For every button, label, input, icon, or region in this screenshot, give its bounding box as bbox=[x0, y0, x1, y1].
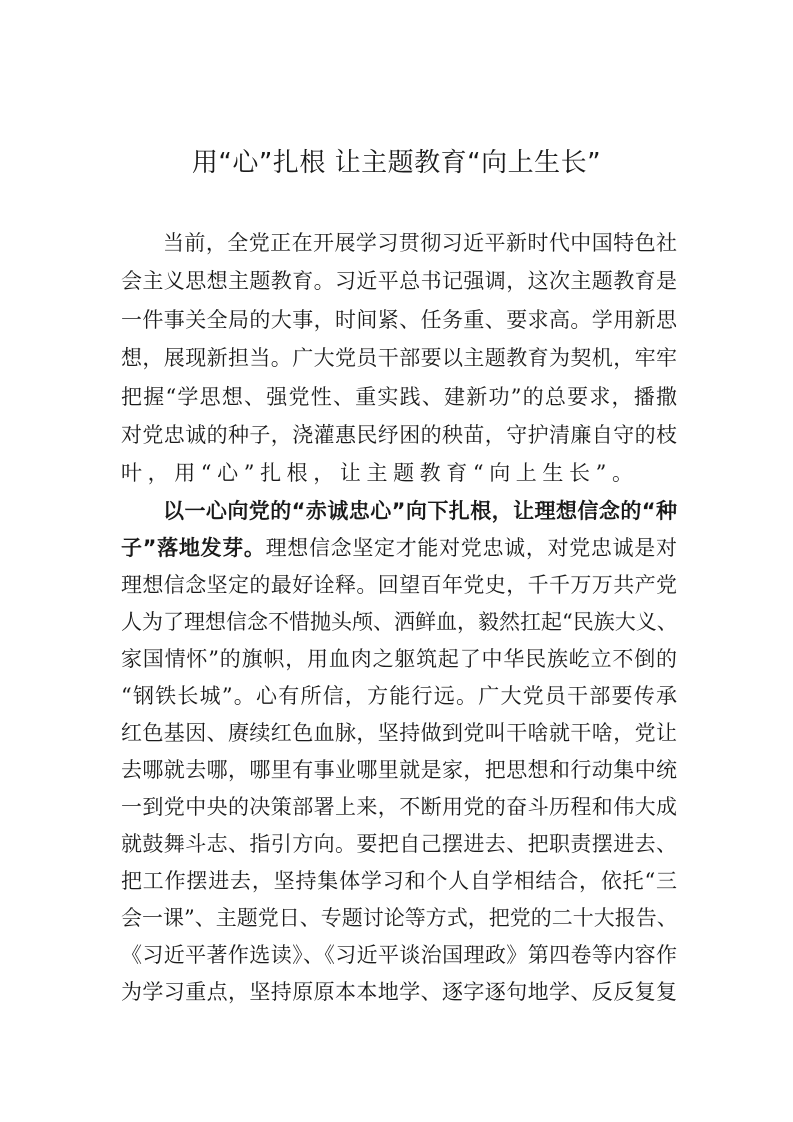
text-line: 红色基因、赓续红色血脉，坚持做到党叫干啥就干啥，党让 bbox=[121, 720, 677, 745]
text-line: 会主义思想主题教育。习近平总书记强调，这次主题教育是 bbox=[121, 269, 677, 294]
text-line: 把工作摆进去，坚持集体学习和个人自学相结合，依托“三 bbox=[121, 868, 677, 893]
paragraph-intro bbox=[121, 224, 677, 493]
text-line: 去哪就去哪，哪里有事业哪里就是家，把思想和行动集中统 bbox=[121, 757, 677, 782]
text-line: “钢铁长城”。心有所信，方能行远。广大党员干部要传承 bbox=[121, 683, 677, 708]
document-body bbox=[121, 224, 677, 1011]
text-line: 叶，用“心”扎根，让主题教育“向上生长”。 bbox=[121, 461, 639, 486]
text-line: 《习近平著作选读》、《习近平谈治国理政》第四卷等内容作 bbox=[121, 942, 677, 967]
text-line: 会一课”、主题党日、专题讨论等方式，把党的二十大报告、 bbox=[121, 905, 678, 930]
text-line: 把握“学思想、强党性、重实践、建新功”的总要求，播撒 bbox=[121, 384, 677, 409]
text-line: 想，展现新担当。广大党员干部要以主题教育为契机，牢牢 bbox=[121, 346, 677, 371]
section-heading-end: 子”落地发芽。 bbox=[121, 535, 266, 560]
text-line: 就鼓舞斗志、指引方向。要把自己摆进去、把职责摆进去、 bbox=[121, 831, 677, 856]
text-span: 理想信念坚定才能对党忠诚，对党忠诚是对 bbox=[265, 535, 677, 560]
section-heading: 以一心向党的“赤诚忠心”向下扎根，让理想信念的“种 bbox=[163, 498, 677, 523]
text-line: 一件事关全局的大事，时间紧、任务重、要求高。学用新思 bbox=[121, 307, 677, 332]
text-line: 人为了理想信念不惜抛头颅、洒鲜血，毅然扛起“民族大义、 bbox=[121, 609, 678, 634]
text-line: 理想信念坚定的最好诠释。回望百年党史，千千万万共产党 bbox=[121, 572, 677, 597]
text-line: 对党忠诚的种子，浇灌惠民纾困的秧苗，守护清廉自守的枝 bbox=[121, 422, 677, 447]
text-line: 家国情怀”的旗帜，用血肉之躯筑起了中华民族屹立不倒的 bbox=[121, 646, 677, 671]
text-line: 一到党中央的决策部署上来，不断用党的奋斗历程和伟大成 bbox=[121, 794, 677, 819]
text-line bbox=[121, 530, 677, 567]
text-line bbox=[121, 493, 677, 530]
document-title: 用“心”扎根 让主题教育“向上生长” bbox=[191, 148, 602, 178]
text-line: 为学习重点，坚持原原本本地学、逐字逐句地学、反反复复 bbox=[121, 979, 677, 1004]
text-line: 当前，全党正在开展学习贯彻习近平新时代中国特色社 bbox=[163, 231, 677, 255]
paragraph-section-1 bbox=[121, 493, 677, 1011]
